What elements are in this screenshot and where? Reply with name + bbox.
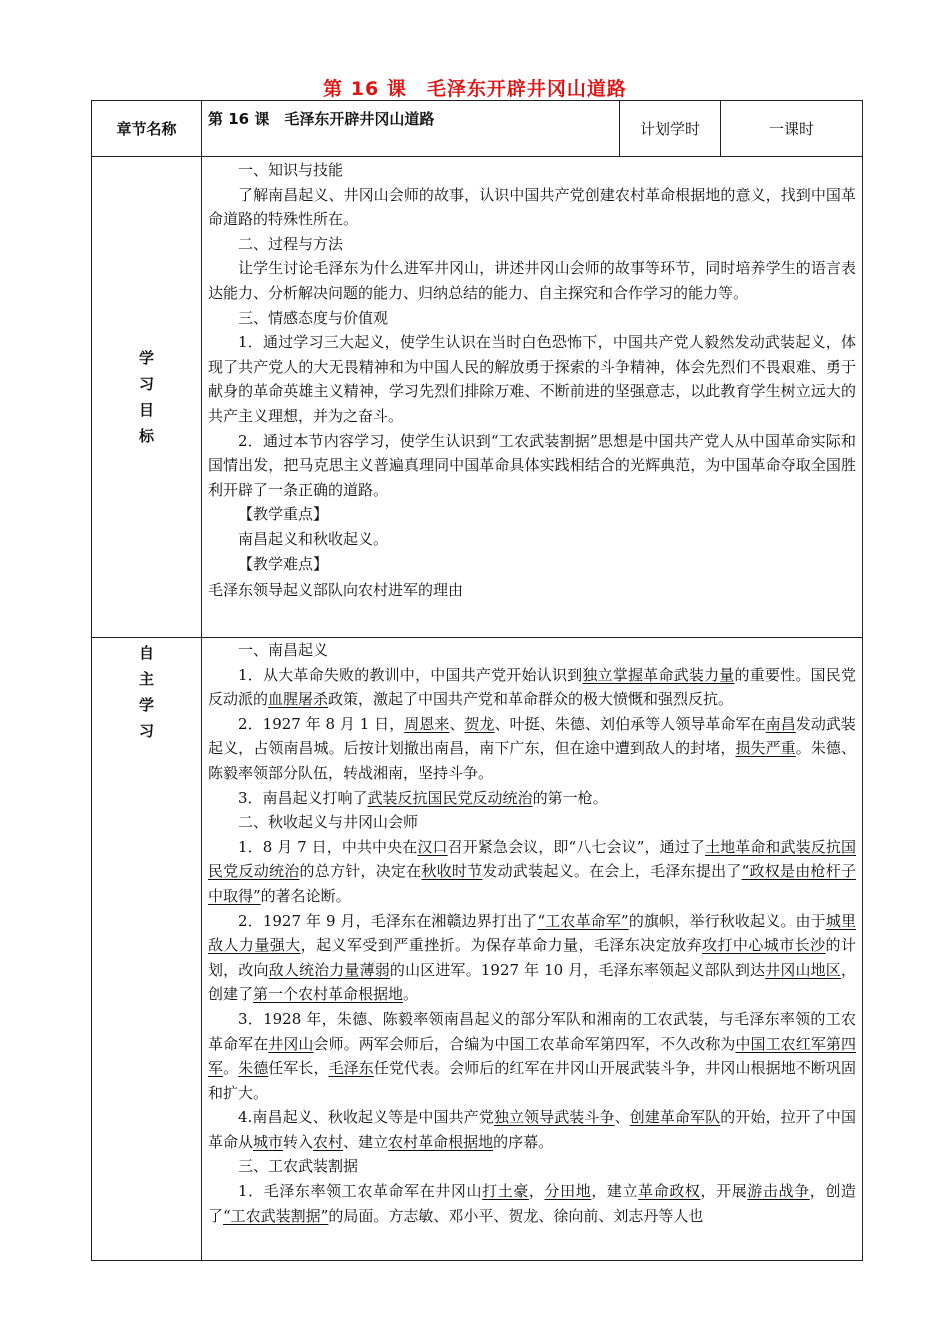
- side-char: 自: [138, 644, 154, 662]
- paragraph-values-2: 2．通过本节内容学习，使学生认识到“工农武装割据”思想是中国共产党人从中国革命实际和国情出发，把马克思主义普遍真理同中国革命具体实践相结合的光辉典范，为中国革命夺取全国胜利开辟了一条正确的道路。: [208, 431, 856, 499]
- heading-knowledge: 一、知识与技能: [238, 161, 344, 179]
- paragraph-values-1: 1．通过学习三大起义，使学生认识在当时白色恐怖下，中国共产党人毅然发动武装起义，体现了共产党人的大无畏精神和为中国人民的解放勇于探索的斗争精神，体会先烈们不畏艰难、勇于献身的革命英雄主义精神，学习先烈们排除万难、不断前进的坚强意志，以此教育学生树立远大的共产主义理想，并为之奋斗。: [208, 333, 856, 425]
- paragraph-autumn-1: 1．8 月 7 日，中共中央在汉口召开紧急会议，即“八七会议”，通过了土地革命和武装反抗国民党反动统治的总方针，决定在秋收时节发动武装起义。在会上，毛泽东提出了“政权是由枪杆子中取得”的著名论断。: [208, 837, 856, 905]
- header-row: [92, 101, 863, 157]
- key-point-text: 南昌起义和秋收起义。: [238, 529, 389, 548]
- lesson-name: 第 16 课 毛泽东开辟井冈山道路: [202, 101, 620, 157]
- side-char: 习: [138, 375, 154, 393]
- self-study-content: [202, 638, 863, 1261]
- planned-hours-label: 计划学时: [620, 101, 721, 157]
- key-point-label: 【教学重点】: [238, 505, 329, 524]
- difficulty-label: 【教学难点】: [238, 554, 329, 573]
- heading-nanchang: 一、南昌起义: [238, 641, 329, 659]
- page-title: 第 16 课 毛泽东开辟井冈山道路: [323, 78, 627, 100]
- side-char: 标: [138, 427, 154, 445]
- objectives-row: [92, 157, 863, 638]
- side-char: 习: [138, 722, 154, 740]
- chapter-name-label: 章节名称: [92, 101, 202, 157]
- paragraph-nanchang-2: 2．1927 年 8 月 1 日，周恩来、贺龙、叶挺、朱德、刘伯承等人领导革命军在南昌发动武装起义，占领南昌城。后按计划撤出南昌，南下广东，但在途中遭到敌人的封堵，损失严重。朱德、陈毅率领部分队伍，转战湘南，坚持斗争。: [208, 714, 856, 782]
- objectives-side-label: [92, 157, 202, 638]
- side-char: 学: [138, 696, 154, 714]
- paragraph-autumn-2: 2．1927 年 9 月，毛泽东在湘赣边界打出了“工农革命军”的旗帜，举行秋收起义。由于城里敌人力量强大，起义军受到严重挫折。为保存革命力量，毛泽东决定放弃攻打中心城市长沙的计划，改向敌人统治力量薄弱的山区进军。1927 年 10 月，毛泽东率领起义部队到达井冈山地区，创建了第一个农村革命根据地。: [208, 911, 856, 1004]
- paragraph-autumn-3: 3．1928 年，朱德、陈毅率领南昌起义的部分军队和湘南的工农武装，与毛泽东率领的工农革命军在井冈山会师。两军会师后，合编为中国工农革命军第四军，不久改称为中国工农红军第四军。朱德任军长，毛泽东任党代表。会师后的红军在井冈山开展武装斗争，井冈山根据地不断巩固和扩大。: [208, 1009, 856, 1102]
- paragraph-armed-1: 1．毛泽东率领工农革命军在井冈山打土豪，分田地，建立革命政权，开展游击战争，创造了“工农武装割据”的局面。方志敏、邓小平、贺龙、徐向前、刘志丹等人也: [208, 1182, 856, 1225]
- lesson-plan-table: [91, 100, 863, 1261]
- paragraph-process: 让学生讨论毛泽东为什么进军井冈山，讲述井冈山会师的故事等环节，同时培养学生的语言表达能力、分析解决问题的能力、归纳总结的能力、自主探究和合作学习的能力等。: [208, 259, 856, 302]
- paragraph-autumn-4: 4.南昌起义、秋收起义等是中国共产党独立领导武装斗争、创建革命军队的开始，拉开了中国革命从城市转入农村、建立农村革命根据地的序幕。: [208, 1108, 856, 1151]
- heading-armed-division: 三、工农武装割据: [238, 1157, 359, 1176]
- paragraph-knowledge: 了解南昌起义、井冈山会师的故事，认识中国共产党创建农村革命根据地的意义，找到中国革命道路的特殊性所在。: [208, 185, 856, 229]
- side-char: 目: [138, 401, 154, 419]
- side-char: 主: [138, 670, 154, 688]
- objectives-content: [202, 157, 863, 638]
- planned-hours-value: 一课时: [721, 101, 863, 157]
- paragraph-nanchang-3: 3．南昌起义打响了武装反抗国民党反动统治的第一枪。: [238, 788, 608, 807]
- heading-process: 二、过程与方法: [238, 234, 344, 253]
- difficulty-text: 毛泽东领导起义部队向农村进军的理由: [208, 581, 464, 600]
- self-study-row: [92, 638, 863, 1261]
- heading-values: 三、情感态度与价值观: [238, 308, 389, 327]
- self-study-side-label: [92, 638, 202, 1261]
- side-char: 学: [138, 349, 154, 367]
- paragraph-nanchang-1: 1．从大革命失败的教训中，中国共产党开始认识到独立掌握革命武装力量的重要性。国民党反动派的血腥屠杀政策，激起了中国共产党和革命群众的极大愤慨和强烈反抗。: [208, 665, 856, 709]
- heading-autumn-harvest: 二、秋收起义与井冈山会师: [238, 813, 419, 832]
